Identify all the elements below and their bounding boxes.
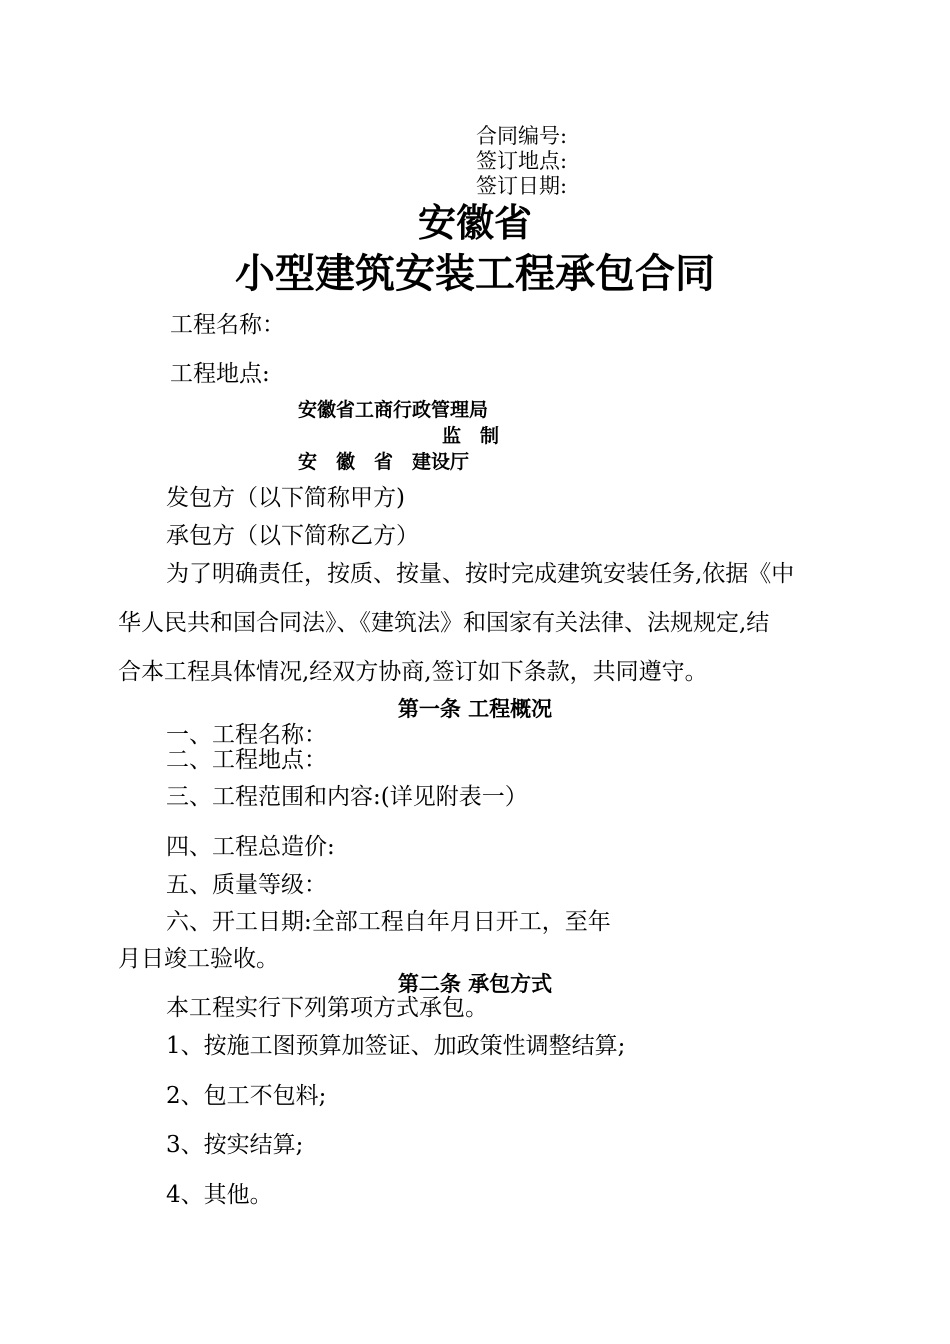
article-2-option: 4、其他。: [166, 1182, 273, 1208]
preamble-line-2: 华人民共和国合同法》、《建筑法》和国家有关法律、法规规定,结: [118, 610, 770, 636]
article-1-item: 六、开工日期:全部工程自年月日开工，至年: [166, 909, 611, 935]
article-1-item: 一、工程名称：: [166, 722, 327, 748]
contractor-party: 承包方（以下简称乙方）: [166, 523, 419, 549]
cover-project-location: 工程地点:: [170, 361, 270, 387]
article-1-continuation: 月日竣工验收。: [118, 946, 279, 972]
article-2-heading: 第二条 承包方式: [397, 972, 553, 996]
article-2-option: 2、包工不包料;: [166, 1083, 327, 1109]
preamble-line-1: 为了明确责任，按质、按量、按时完成建筑安装任务,依据《中: [166, 561, 795, 587]
article-1-item: 五、质量等级：: [166, 872, 327, 898]
employer-party: 发包方（以下简称甲方): [166, 485, 405, 511]
article-1-item: 三、工程范围和内容:(详见附表一）: [166, 784, 528, 810]
article-1-item: 二、工程地点：: [166, 747, 327, 773]
preamble-line-3: 合本工程具体情况,经双方协商,签订如下条款，共同遵守。: [118, 659, 708, 685]
signing-date-label: 签订日期:: [476, 174, 568, 198]
document-title: 小型建筑安装工程承包合同: [235, 251, 715, 297]
document-title-province: 安徽省: [417, 201, 532, 245]
contract-number-label: 合同编号:: [476, 124, 568, 148]
authority-line-3: 安 徽 省 建设厅: [298, 451, 470, 473]
cover-project-name: 工程名称：: [170, 312, 285, 338]
article-1-heading: 第一条 工程概况: [397, 697, 553, 721]
article-2-intro: 本工程实行下列第项方式承包。: [166, 995, 488, 1021]
authority-line-1: 安徽省工商行政管理局: [298, 399, 489, 421]
article-1-item: 四、工程总造价:: [166, 834, 335, 860]
authority-line-2: 监 制: [442, 425, 500, 447]
signing-place-label: 签订地点:: [476, 149, 568, 173]
article-2-option: 1、按施工图预算加签证、加政策性调整结算;: [166, 1033, 626, 1059]
article-2-option: 3、按实结算;: [166, 1132, 304, 1158]
